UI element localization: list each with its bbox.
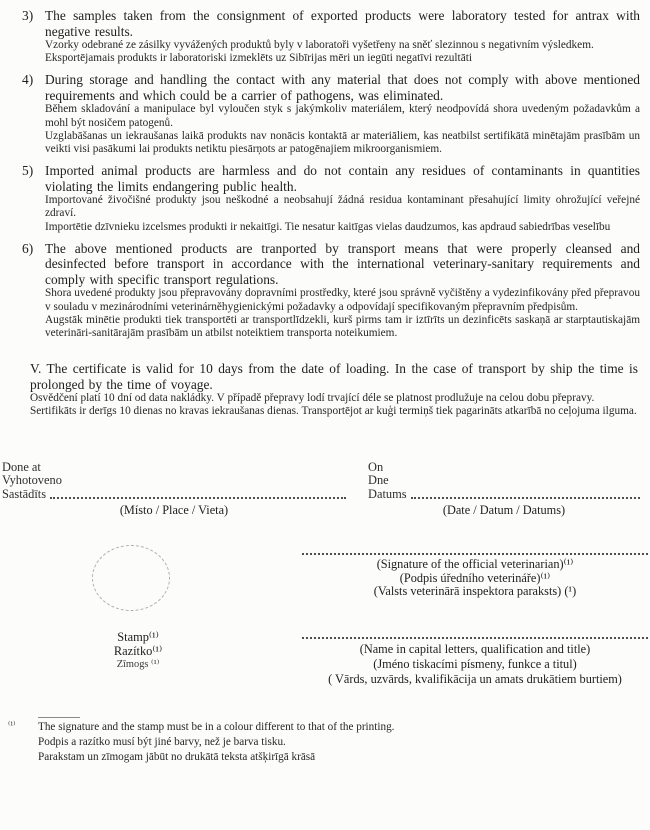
item-4-number: 4) [22,72,34,88]
done-at-label-en: Done at [2,459,41,474]
item-4-text-lv: Uzglabāšanas un iekraušanas laikā produkts nav nonācis kontaktā ar materiāliem, kas neatbilst sertifikātā minētajām prasībām un veikti visi pasākumi lai produkts netiktu piesārņots ar patogēnajiem mikroorganismiem. [45,129,640,156]
item-3-text-en: The samples taken from the consignment of exported products were laboratory tested for antrax with negative results. [45,8,640,39]
name-caption-en: (Name in capital letters, qualification and title) [359,641,591,656]
item-4-text-en: During storage and handling the contact with any material that does not comply with above mentioned requirements and which could be a carrier of pathogens, was eliminated. [45,72,640,103]
stamp-label-lv: Zīmogs ⁽¹⁾ [116,658,160,670]
item-5-text-cs: Importované živočišné produkty jsou neškodné a neobsahují žádná residua kontaminant přesahující limity ohrožující veřejné zdraví. [45,194,640,220]
item-6-text-lv: Augstāk minētie produkti tiek transportēti ar transportlīdzekli, kurš pirms tam ir iztīrīts un dezinficēts saskaņā ar starptautiskajām veterināri-sanitārajām prasībām un atbilst noteiktiem transporta noteikumiem. [45,313,640,339]
place-fill-line [50,497,346,499]
date-label-lv: Datums [368,486,407,501]
validity-section [30,361,638,418]
footnote-line-cs: Podpis a razítko musí být jiné barvy, než je barva tisku. [38,735,286,748]
footnote-line-en: The signature and the stamp must be in a colour different to that of the printing. [38,720,395,733]
item-6-text-cs: Shora uvedené produkty jsou přepravovány dopravními prostředky, které jsou správně vyčištěny a vydezinfikovány před přepravou v souladu v mezinárodními veterinárněhygienickými požadavky a odpovídají specifikovaným přepravním předpisům. [45,287,640,313]
item-3-number: 3) [22,8,34,23]
name-caption-cs: (Jméno tiskacími písmeny, funkce a titul) [373,656,577,671]
signature-caption-lv: (Valsts veterinārā inspektora paraksts) (¹) [373,584,577,599]
certificate-item-4 [22,72,640,156]
item-6-text-en: The above mentioned products are tranported by transport means that were properly cleansed and desinfected before transport in accordance with the international veterinary-sanitary requirements and comply with specific transport regulations. [45,240,640,287]
date-label-cs: Dne [368,473,389,488]
footnote-rule [38,717,80,718]
item-3-text-cs: Vzorky odebrané ze zásilky vyvážených produktů byly v laboratoři vyšetřeny na sněť slezinnou s negativním výsledkem. [45,39,594,51]
place-caption: (Místo / Place / Vieta) [119,503,229,518]
stamp-label-en: Stamp⁽¹⁾ [117,629,159,644]
validity-text-lv: Sertifikāts ir derīgs 10 dienas no kravas iekraušanas dienas. Transportējot ar kuģi termiņš tiek pagarināts atkarībā no ceļojuma ilguma. [30,405,637,418]
signature-caption-cs: (Podpis úředního veterináře)⁽¹⁾ [399,570,551,585]
validity-text-cs: Osvědčení platí 10 dní od data nakládky. V případě přepravy lodí trvající déle se platnost prodlužuje na celou dobu přepravy. [30,392,595,405]
stamp-label-cs: Razítko⁽¹⁾ [113,643,163,658]
item-3-text-lv: Eksportējamais produkts ir laboratoriski izmeklēts uz Sibīrijas mēri un iegūti negatīvi rezultāti [45,52,472,65]
certificate-item-3 [22,8,640,65]
place-field [2,488,346,502]
item-4-text-cs: Během skladování a manipulace byl vyloučen styk s jakýmkoliv materiálem, který neodpovídá shora uvedeným požadavkům a mohl být nosičem patogenů. [45,103,640,129]
item-5-text-en: Imported animal products are harmless and do not contain any residues of contaminants in quantities violating the limits endangering public health. [45,163,640,194]
done-at-label-lv: Sastādīts [2,486,47,501]
certificate-item-6 [22,241,640,340]
certificate-item-5 [22,163,640,234]
date-block [368,461,640,518]
stamp-labels [88,631,188,671]
name-fill-line [302,637,648,639]
item-5-body [45,163,640,234]
item-4-body [45,72,640,156]
validity-text-en: V. The certificate is valid for 10 days from the date of loading. In the case of transport by ship the time is prolonged by the time of voyage. [30,361,638,392]
item-6-body [45,241,640,340]
date-fill-line [411,497,640,499]
item-3-body [45,8,640,65]
name-caption-lv: ( Vārds, uzvārds, kvalifikācija un amats drukātiem burtiem) [328,671,622,686]
place-date-row [0,461,640,518]
signature-caption-en: (Signature of the official veterinarian)⁽¹⁾ [376,556,574,571]
date-label-en: On [368,459,384,474]
date-caption: (Date / Datum / Datums) [442,503,566,518]
footnote-marker: ⁽¹⁾ [8,720,16,731]
done-at-label-cs: Vyhotoveno [2,473,62,488]
date-field [368,488,640,502]
item-5-number: 5) [22,163,34,179]
signature-stamp-area [0,523,640,715]
signature-fill-line [302,553,648,555]
footnote-line-lv: Parakstam un zīmogam jābūt no drukātā teksta atšķirīgā krāsā [38,750,316,763]
item-5-text-lv: Importētie dzīvnieku izcelsmes produkti ir nekaitīgi. Tie nesatur kaitīgas vielas daudzumos, kas apdraud sabiedrības veselību [45,220,611,233]
signature-block [302,553,648,599]
item-6-number: 6) [22,240,34,256]
stamp-placeholder-circle [92,545,170,611]
name-block [302,637,648,687]
footnote [0,717,640,764]
done-at-block [2,461,346,518]
